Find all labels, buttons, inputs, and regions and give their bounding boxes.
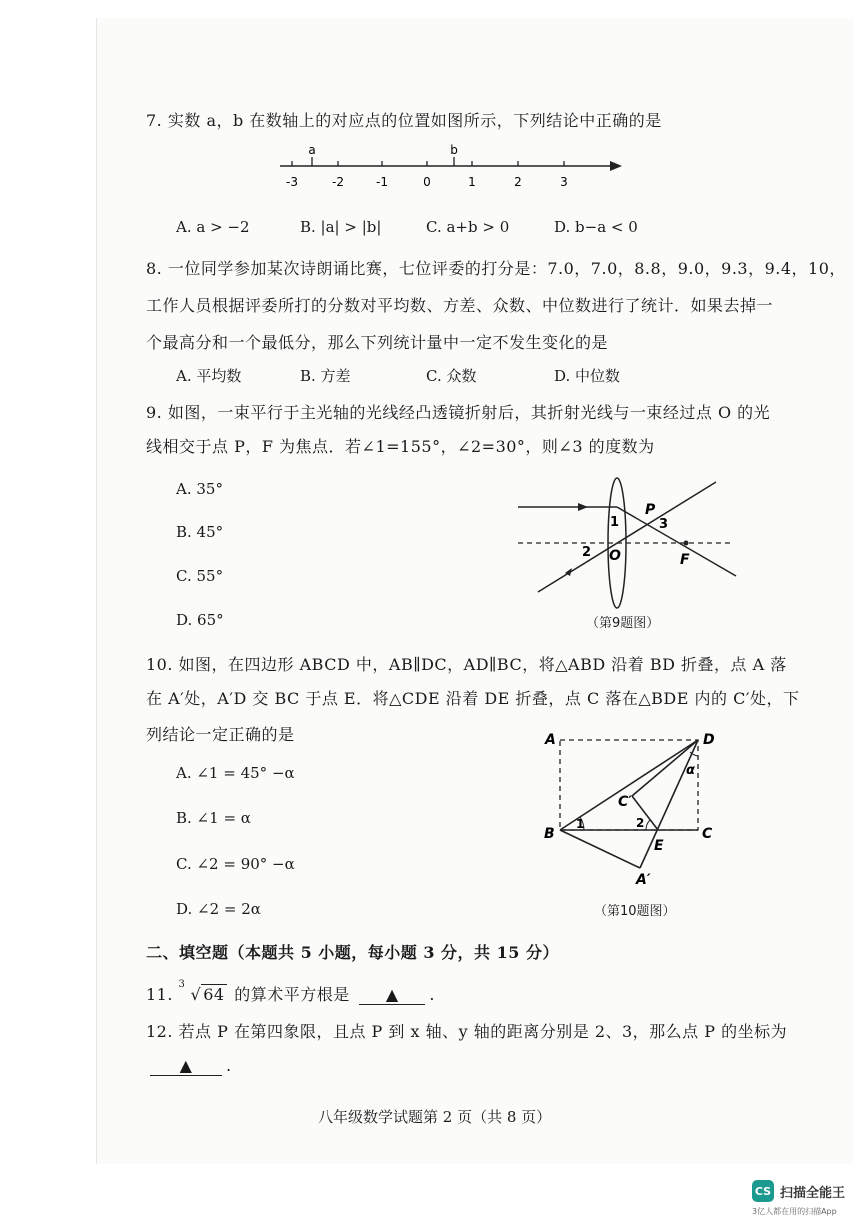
q8-line3: 个最高分和一个最低分，那么下列统计量中一定不发生变化的是 <box>146 333 609 352</box>
q10-caption: （第10题图） <box>594 904 676 919</box>
q7-number-line <box>270 140 630 192</box>
tick-label: -2 <box>332 175 344 189</box>
q10-line2: 在 A′处，A′D 交 BC 于点 E．将△CDE 沿着 DE 折叠，点 C 落在△BDE 内的 C′处，下 <box>146 689 800 708</box>
point-p-label: P <box>645 502 656 518</box>
segment-ba-prime <box>560 830 640 868</box>
point-d-label: D <box>703 732 715 748</box>
point-b-label: B <box>544 826 555 842</box>
q12-period: . <box>226 1056 232 1075</box>
point-a-label: a <box>308 143 316 157</box>
q7-option-b: B. |a| > |b| <box>300 218 382 236</box>
q10-option-c: C. ∠2 = 90° −α <box>176 855 295 873</box>
cs-logo-icon: CS <box>752 1180 774 1202</box>
q8-option-c: C. 众数 <box>426 367 477 385</box>
scanner-app-name: 扫描全能王 <box>780 1185 846 1201</box>
point-o-label: O <box>609 548 621 564</box>
q12-answer-blank[interactable]: ▲ <box>150 1056 222 1076</box>
page-footer: 八年级数学试题第 2 页（共 8 页） <box>318 1108 552 1126</box>
focus-point <box>684 541 689 546</box>
angle-3-label: 3 <box>659 517 669 532</box>
point-b-label: b <box>450 143 458 157</box>
q8-line2: 工作人员根据评委所打的分数对平均数、方差、众数、中位数进行了统计．如果去掉一 <box>146 296 774 315</box>
q12-line1: 12. 若点 P 在第四象限，且点 P 到 x 轴、y 轴的距离分别是 2、3，那么点 P 的坐标为 <box>146 1022 788 1041</box>
q10-option-d: D. ∠2 = 2α <box>176 900 261 918</box>
refracted-ray <box>617 507 736 576</box>
q8-line1: 8. 一位同学参加某次诗朗诵比赛，七位评委的打分是：7.0，7.0，8.8，9.0，9.3，9.4，10， <box>146 259 846 278</box>
point-a-label: A <box>545 732 556 748</box>
scanner-tagline: 3亿人都在用的扫描App <box>752 1207 837 1216</box>
root-index: 3 <box>178 979 186 990</box>
q11-number: 11. <box>146 985 173 1004</box>
tick-label: 1 <box>468 175 476 189</box>
tick-label: -1 <box>376 175 388 189</box>
scanner-logo <box>752 1180 845 1202</box>
q11-cube-root: 3 √ 64 <box>178 979 225 1004</box>
point-e-label: E <box>654 838 664 854</box>
q8-option-a: A. 平均数 <box>176 367 242 385</box>
q7-option-a: A. a > −2 <box>176 218 250 236</box>
q9-line2: 线相交于点 P，F 为焦点．若∠1=155°，∠2=30°，则∠3 的度数为 <box>146 437 655 456</box>
angle-1-label: 1 <box>576 817 585 831</box>
point-c-prime-label: C′ <box>618 794 632 810</box>
tick-label: 2 <box>514 175 522 189</box>
angle-2-label: 2 <box>582 545 592 560</box>
tick-label: 3 <box>560 175 568 189</box>
q10-fold-diagram <box>540 726 740 896</box>
q9-line1: 9. 如图，一束平行于主光轴的光线经凸透镜折射后，其折射光线与一束经过点 O 的光 <box>146 403 771 422</box>
q7-option-d: D. b−a < 0 <box>554 218 638 236</box>
q9-option-c: C. 55° <box>176 567 224 585</box>
angle-1-label: 1 <box>610 515 620 530</box>
q11-answer-blank[interactable]: ▲ <box>359 985 425 1005</box>
q9-option-d: D. 65° <box>176 611 224 629</box>
q7-stem: 7. 实数 a，b 在数轴上的对应点的位置如图所示，下列结论中正确的是 <box>146 111 662 130</box>
q10-line1: 10. 如图，在四边形 ABCD 中，AB∥DC，AD∥BC，将△ABD 沿着 BD 折叠，点 A 落 <box>146 655 787 674</box>
point-c-label: C <box>702 826 713 842</box>
q9-option-b: B. 45° <box>176 523 224 541</box>
q10-option-b: B. ∠1 = α <box>176 809 251 827</box>
q11-period: . <box>429 985 435 1004</box>
q10-line3: 列结论一定正确的是 <box>146 725 295 744</box>
q9-caption: （第9题图） <box>586 616 660 631</box>
angle-2-label: 2 <box>636 816 645 830</box>
angle-alpha-label: α <box>686 763 695 778</box>
q12-answer <box>146 1056 232 1076</box>
q9-option-a: A. 35° <box>176 480 223 498</box>
q7-option-c: C. a+b > 0 <box>426 218 510 236</box>
ray-through-o <box>538 482 716 592</box>
tick-label: 0 <box>423 175 431 189</box>
q8-option-d: D. 中位数 <box>554 367 621 385</box>
radicand: 64 <box>203 985 225 1004</box>
q9-lens-diagram <box>510 470 740 610</box>
tick-label: -3 <box>286 175 298 189</box>
q11 <box>146 979 435 1005</box>
point-f-label: F <box>680 552 690 568</box>
point-a-prime-label: A′ <box>636 872 651 888</box>
q8-option-b: B. 方差 <box>300 367 351 385</box>
section-fill-in-heading: 二、填空题（本题共 5 小题，每小题 3 分，共 15 分） <box>146 943 559 962</box>
q10-option-a: A. ∠1 = 45° −α <box>176 764 295 782</box>
q11-text: 的算术平方根是 <box>234 985 350 1004</box>
